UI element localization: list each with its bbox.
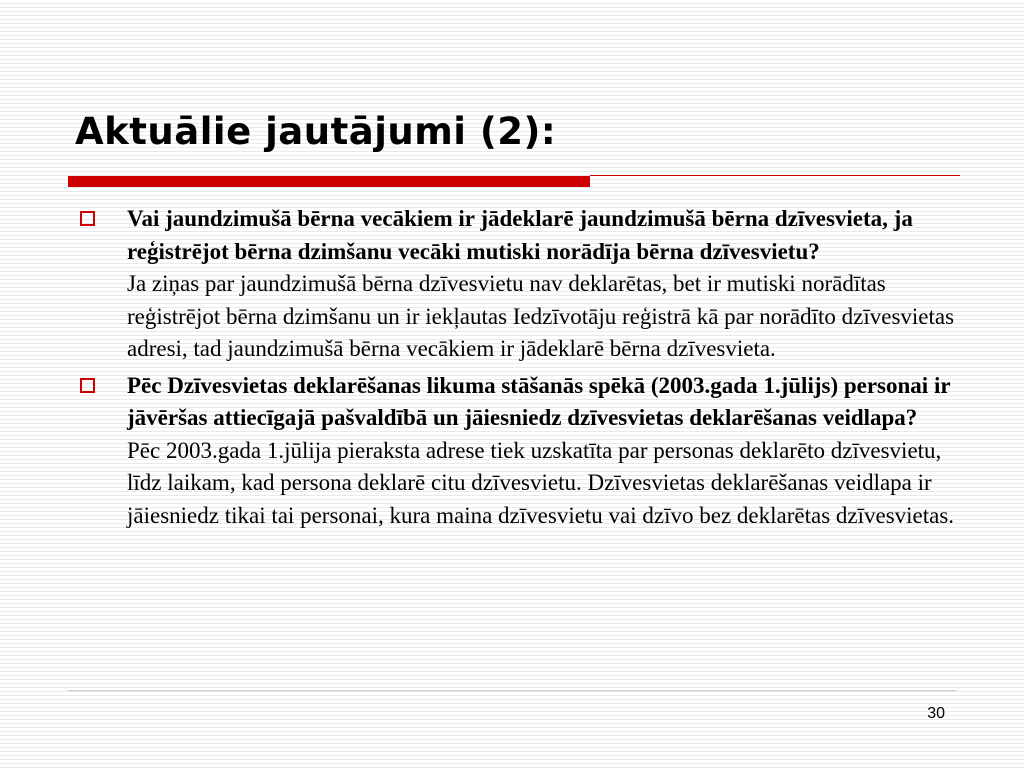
title-underline-thin: [590, 175, 960, 176]
bullet-question: Vai jaundzimušā bērna vecākiem ir jādeklarē jaundzimušā bērna dzīvesvieta, ja reģistrējot bērna dzimšanu vecāki mutiski norādīja bērna dzīvesvietu?: [127, 206, 913, 264]
hollow-square-bullet-icon: [80, 211, 95, 226]
hollow-square-bullet-icon: [80, 378, 95, 393]
bullet-answer: Ja ziņas par jaundzimušā bērna dzīvesvietu nav deklarētas, bet ir mutiski norādītas reģistrējot bērna dzimšanu un ir iekļautas Iedzīvotāju reģistrā kā par norādīto dzīvesvietas adresi, tad jaundzimušā bērna vecākiem ir jādeklarē bērna dzīvesvieta.: [127, 271, 955, 361]
slide-title: Aktuālie jautājumi (2):: [75, 110, 557, 153]
bullet-item-2: [78, 370, 958, 533]
bullet-item-1: [78, 203, 958, 366]
title-underline-accent: [68, 176, 590, 187]
page-number: 30: [927, 705, 945, 722]
bullet-answer: Pēc 2003.gada 1.jūlija pieraksta adrese tiek uzskatīta par personas deklarēto dzīvesvietu, līdz laikam, kad persona deklarē citu dzīvesvietu. Dzīvesvietas deklarēšanas veidlapa ir jāiesniedz tikai tai personai, kura maina dzīvesvietu vai dzīvo bez deklarētas dzīvesvietas.: [127, 437, 955, 528]
bullet-list: [78, 203, 958, 536]
bullet-question: Pēc Dzīvesvietas deklarēšanas likuma stāšanās spēkā (2003.gada 1.jūlijs) personai ir jāvēršas attiecīgajā pašvaldībā un jāiesniedz dzīvesvietas deklarēšanas veidlapa?: [127, 372, 951, 430]
footer-divider: [68, 690, 956, 691]
